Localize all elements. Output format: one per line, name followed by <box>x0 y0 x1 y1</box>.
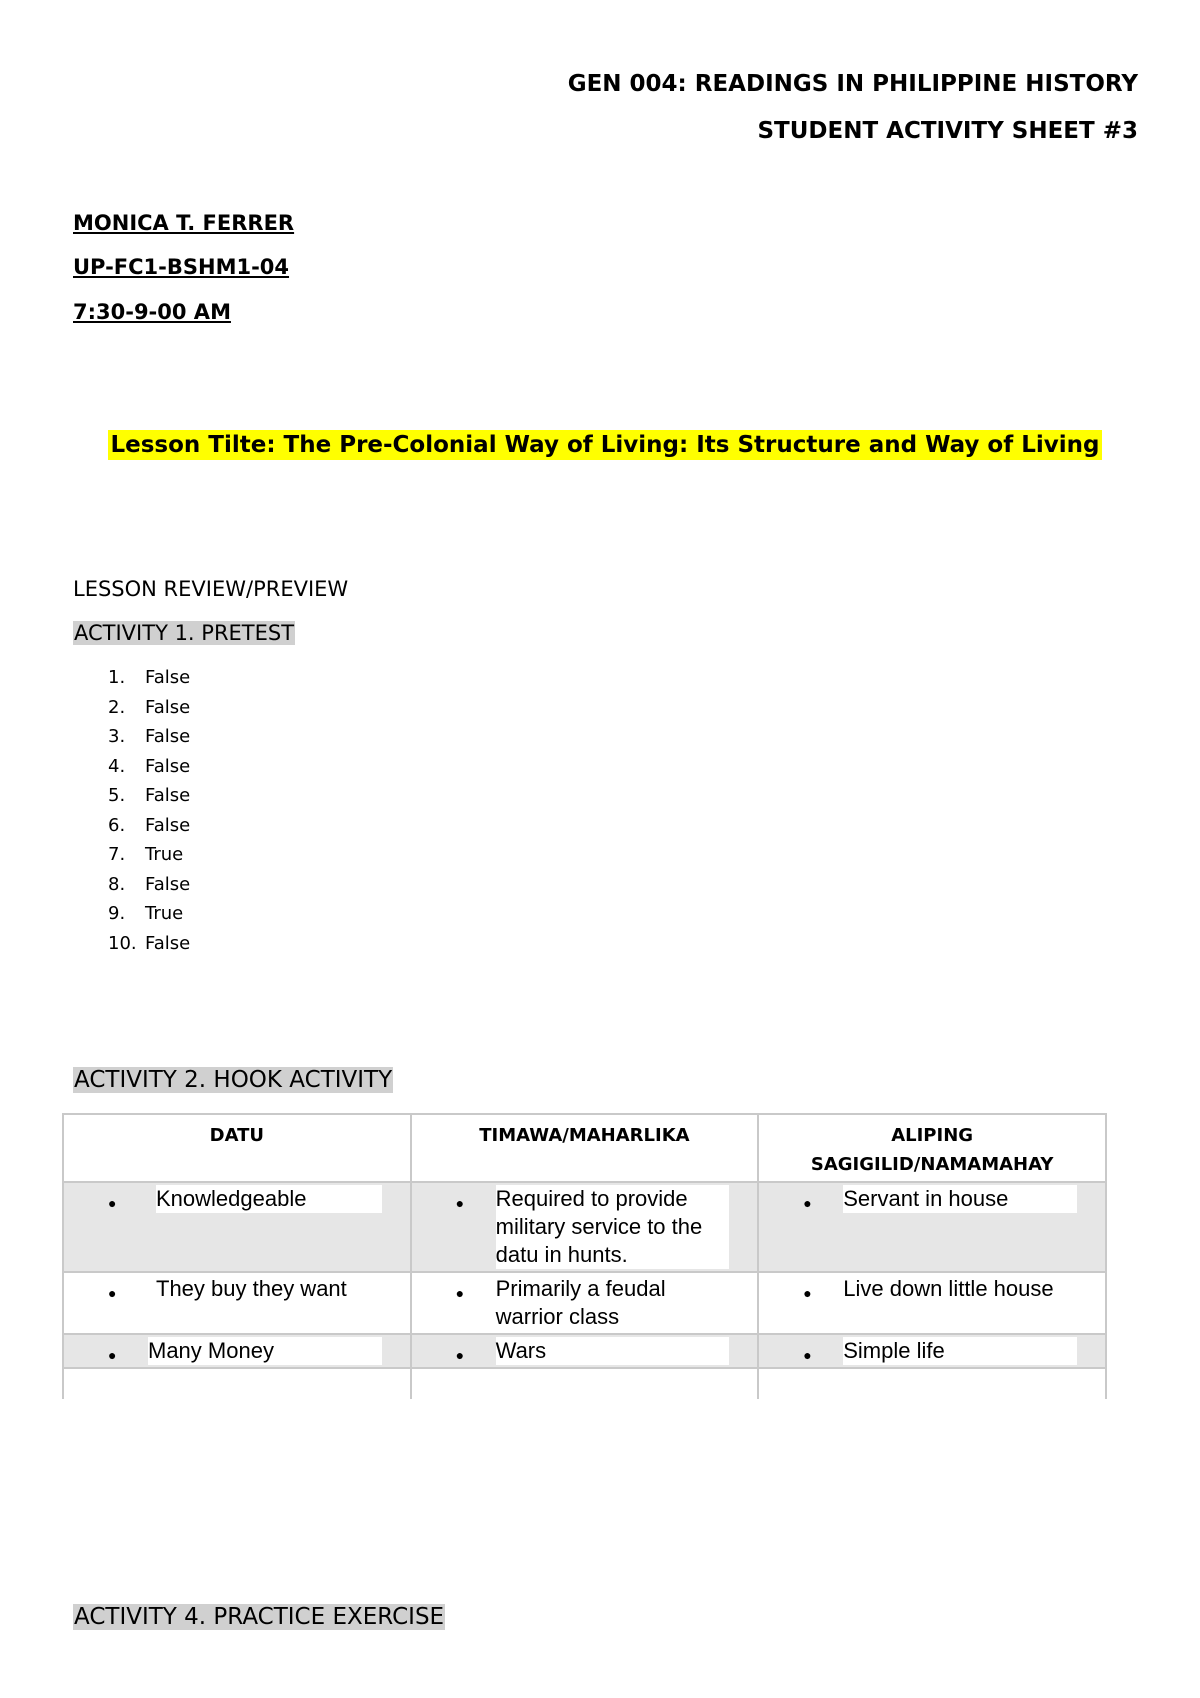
answer-number: 1. <box>108 667 126 688</box>
pretest-answer-item <box>108 815 190 845</box>
hook-activity-table <box>62 1113 1107 1399</box>
bullet-icon: ● <box>455 1285 465 1301</box>
pretest-answer-item <box>108 667 190 697</box>
answer-number: 2. <box>108 696 126 718</box>
bullet-icon: ● <box>803 1285 812 1301</box>
table-cell <box>411 1272 759 1334</box>
table-cell-empty <box>758 1368 1106 1399</box>
bullet-icon: ● <box>108 1195 117 1211</box>
header-datu: DATU <box>63 1114 411 1182</box>
answer-value: False <box>145 696 191 718</box>
table-cell <box>758 1182 1106 1272</box>
lesson-title: Lesson Tilte: The Pre-Colonial Way of Living: Its Structure and Way of Living <box>110 432 1100 458</box>
table-cell-empty <box>411 1368 759 1399</box>
activity1-title: ACTIVITY 1. PRETEST <box>74 621 295 645</box>
pretest-answer-item <box>108 933 190 963</box>
table-cell <box>411 1182 759 1272</box>
table-row <box>63 1272 1106 1334</box>
bullet-icon: ● <box>803 1195 812 1211</box>
cell-text: Primarily a feudal warrior class <box>495 1276 666 1329</box>
activity2-title: ACTIVITY 2. HOOK ACTIVITY <box>74 1067 393 1093</box>
pretest-answer-item <box>108 726 190 756</box>
answer-value: False <box>145 667 191 688</box>
table-row-empty <box>63 1368 1106 1399</box>
pretest-answer-item <box>108 756 190 786</box>
answer-number: 6. <box>108 814 126 836</box>
answer-value: False <box>145 755 191 777</box>
answer-value: True <box>145 903 184 924</box>
answer-number: 7. <box>108 844 126 865</box>
student-name: MONICA T. FERRER <box>73 211 295 235</box>
cell-text: Wars <box>496 1337 730 1365</box>
pretest-answer-item <box>108 903 190 933</box>
table-header-row <box>63 1114 1106 1182</box>
pretest-answer-list <box>108 667 190 962</box>
bullet-icon: ● <box>455 1347 465 1363</box>
pretest-answer-item <box>108 874 190 904</box>
bullet-icon: ● <box>108 1347 117 1363</box>
sheet-title: STUDENT ACTIVITY SHEET #3 <box>757 118 1138 144</box>
course-title: GEN 004: READINGS IN PHILIPPINE HISTORY <box>567 71 1138 97</box>
table-cell-empty <box>63 1368 411 1399</box>
bullet-icon: ● <box>108 1285 117 1301</box>
pretest-answer-item <box>108 697 190 727</box>
table-row <box>63 1182 1106 1272</box>
cell-text: Live down little house <box>843 1276 1054 1301</box>
answer-value: False <box>145 785 191 806</box>
table-row <box>63 1334 1106 1368</box>
student-section: UP-FC1-BSHM1-04 <box>73 255 290 279</box>
bullet-icon: ● <box>455 1195 465 1211</box>
review-heading: LESSON REVIEW/PREVIEW <box>73 577 349 601</box>
lesson-title-block <box>0 432 1200 458</box>
cell-text: They buy they want <box>156 1276 347 1301</box>
cell-text: Many Money <box>148 1337 382 1365</box>
header-aliping: ALIPING SAGIGILID/NAMAMAHAY <box>758 1114 1106 1182</box>
bullet-icon: ● <box>803 1347 812 1363</box>
answer-value: False <box>145 932 191 954</box>
answer-number: 3. <box>108 726 126 747</box>
table-cell <box>63 1272 411 1334</box>
cell-text: Knowledgeable <box>156 1185 382 1213</box>
pretest-answer-item <box>108 844 190 874</box>
cell-text: Simple life <box>843 1337 1077 1365</box>
answer-number: 5. <box>108 785 126 806</box>
pretest-answer-item <box>108 785 190 815</box>
answer-number: 9. <box>108 903 126 924</box>
student-schedule: 7:30-9-00 AM <box>73 300 231 324</box>
header-timawa: TIMAWA/MAHARLIKA <box>411 1114 759 1182</box>
answer-number: 8. <box>108 873 126 895</box>
table-cell <box>63 1182 411 1272</box>
table-cell <box>758 1272 1106 1334</box>
table-cell <box>758 1334 1106 1368</box>
cell-text: Servant in house <box>843 1185 1077 1213</box>
answer-value: True <box>145 844 184 865</box>
activity4-title: ACTIVITY 4. PRACTICE EXERCISE <box>74 1604 445 1630</box>
answer-number: 10. <box>108 932 137 954</box>
answer-value: False <box>145 873 191 895</box>
activity1-heading <box>73 621 295 645</box>
table-cell <box>63 1334 411 1368</box>
cell-text: Required to provide military service to the datu in hunts. <box>496 1185 730 1269</box>
answer-number: 4. <box>108 755 126 777</box>
answer-value: False <box>145 814 191 836</box>
answer-value: False <box>145 726 191 747</box>
table-cell <box>411 1334 759 1368</box>
